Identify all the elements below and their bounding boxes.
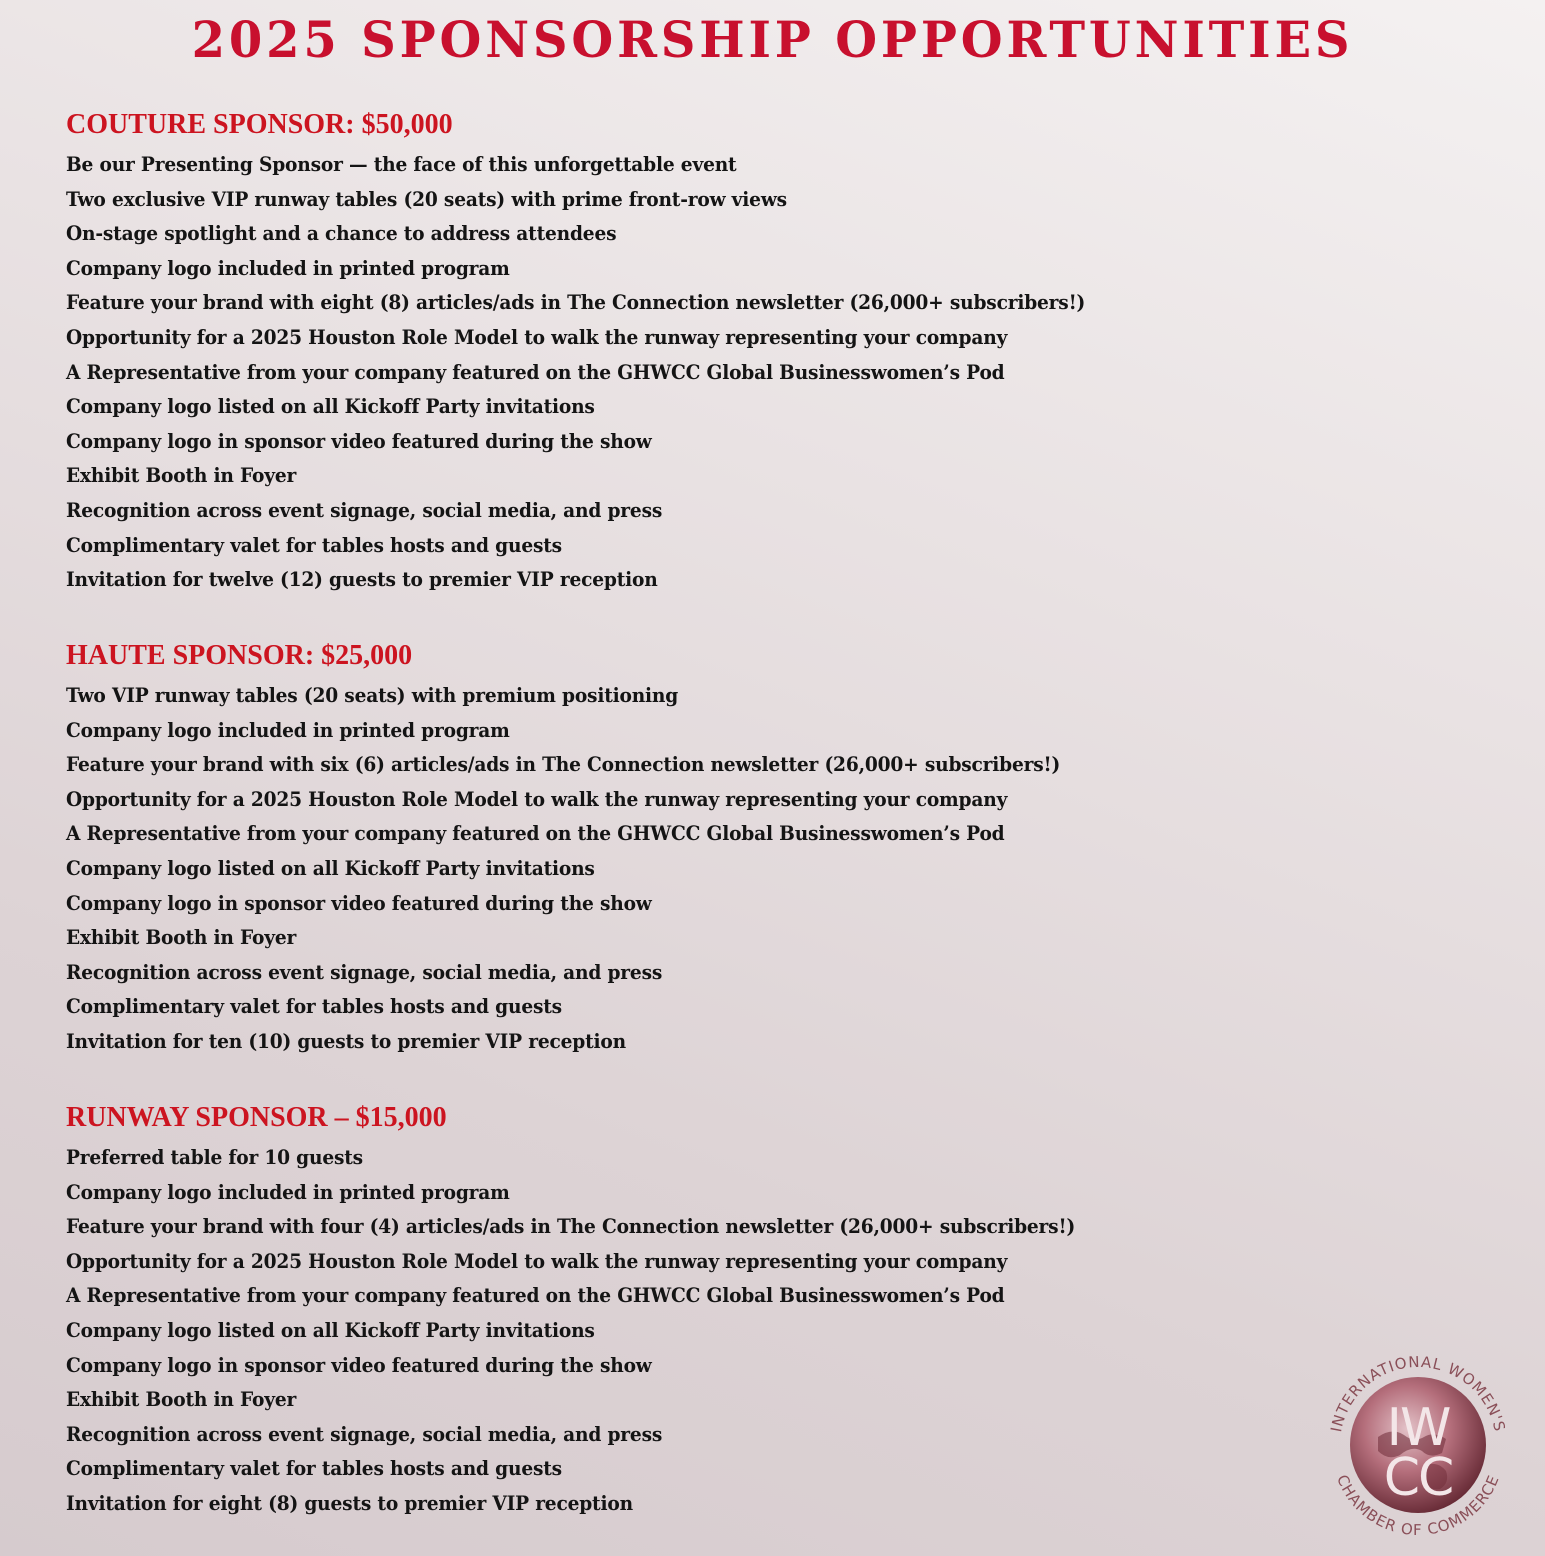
- page-title: 2025 SPONSORSHIP OPPORTUNITIES: [191, 10, 1354, 69]
- benefit-item: Opportunity for a 2025 Houston Role Model to walk the runway representing your company: [66, 324, 1008, 349]
- benefit-item: Invitation for twelve (12) guests to premier VIP reception: [66, 567, 658, 592]
- couture-benefit-list: [66, 147, 1166, 597]
- benefit-item: Company logo in sponsor video featured during the show: [66, 890, 652, 915]
- benefit-item: Invitation for ten (10) guests to premier VIP reception: [66, 1028, 626, 1053]
- benefit-item: Be our Presenting Sponsor — the face of this unforgettable event: [66, 152, 737, 176]
- haute-sponsor-section: [66, 639, 1166, 1059]
- benefit-item: Invitation for eight (8) guests to premier VIP reception: [66, 1490, 633, 1515]
- benefit-item: Company logo in sponsor video featured during the show: [66, 1352, 652, 1377]
- benefit-item: A Representative from your company featured on the GHWCC Global Businesswomen’s Pod: [66, 359, 1005, 384]
- benefit-item: Company logo included in printed program: [66, 717, 510, 742]
- benefit-item: Two VIP runway tables (20 seats) with premium positioning: [66, 683, 679, 707]
- benefit-item: Exhibit Booth in Foyer: [66, 925, 297, 950]
- runway-sponsor-section: [66, 1101, 1166, 1521]
- benefit-item: Company logo listed on all Kickoff Party invitations: [66, 855, 595, 880]
- benefit-item: Opportunity for a 2025 Houston Role Model to walk the runway representing your company: [66, 1248, 1008, 1273]
- benefit-item: Company logo listed on all Kickoff Party invitations: [66, 1317, 595, 1342]
- benefit-item: Feature your brand with six (6) articles/ads in The Connection newsletter (26,000+ subscribers!): [66, 752, 1061, 777]
- benefit-item: Exhibit Booth in Foyer: [66, 463, 297, 488]
- benefit-item: A Representative from your company featured on the GHWCC Global Businesswomen’s Pod: [66, 1283, 1005, 1308]
- benefit-item: Company logo listed on all Kickoff Party invitations: [66, 394, 595, 419]
- benefit-item: Complimentary valet for tables hosts and guests: [66, 994, 562, 1019]
- benefit-item: Feature your brand with eight (8) articles/ads in The Connection newsletter (26,000+ subscribers!): [66, 290, 1086, 315]
- benefit-item: On-stage spotlight and a chance to address attendees: [66, 221, 617, 246]
- benefit-item: Complimentary valet for tables hosts and guests: [66, 532, 562, 557]
- benefit-item: Two exclusive VIP runway tables (20 seats) with prime front-row views: [66, 186, 787, 211]
- runway-sponsor-heading: RUNWAY SPONSOR – $15,000: [66, 1102, 447, 1133]
- benefit-item: Company logo included in printed program: [66, 1179, 510, 1204]
- benefit-item: Recognition across event signage, social media, and press: [66, 497, 663, 522]
- benefit-item: Recognition across event signage, social media, and press: [66, 959, 663, 984]
- benefit-item: Feature your brand with four (4) articles/ads in The Connection newsletter (26,000+ subscribers!): [66, 1214, 1076, 1239]
- iwcc-monogram-bottom: CC: [1383, 1448, 1453, 1508]
- logo-arc-top-text: INTERNATIONAL WOMEN'S: [1327, 1352, 1509, 1434]
- logo-arc-bottom-text: CHAMBER OF COMMERCE: [1333, 1472, 1503, 1540]
- benefit-item: Recognition across event signage, social media, and press: [66, 1421, 663, 1446]
- couture-sponsor-section: [66, 108, 1166, 597]
- couture-sponsor-heading: COUTURE SPONSOR: $50,000: [66, 109, 453, 140]
- benefit-item: A Representative from your company featured on the GHWCC Global Businesswomen’s Pod: [66, 821, 1005, 846]
- iwcc-monogram-top: IW: [1386, 1398, 1450, 1458]
- haute-sponsor-heading: HAUTE SPONSOR: $25,000: [66, 640, 413, 671]
- benefit-item: Exhibit Booth in Foyer: [66, 1387, 297, 1412]
- benefit-item: Complimentary valet for tables hosts and guests: [66, 1456, 562, 1481]
- iwcc-logo: [1318, 1345, 1518, 1545]
- benefit-item: Company logo in sponsor video featured during the show: [66, 428, 652, 453]
- benefit-item: Preferred table for 10 guests: [66, 1145, 363, 1169]
- runway-benefit-list: [66, 1140, 1166, 1521]
- haute-benefit-list: [66, 678, 1166, 1059]
- benefit-item: Opportunity for a 2025 Houston Role Model to walk the runway representing your company: [66, 786, 1008, 811]
- benefit-item: Company logo included in printed program: [66, 255, 510, 280]
